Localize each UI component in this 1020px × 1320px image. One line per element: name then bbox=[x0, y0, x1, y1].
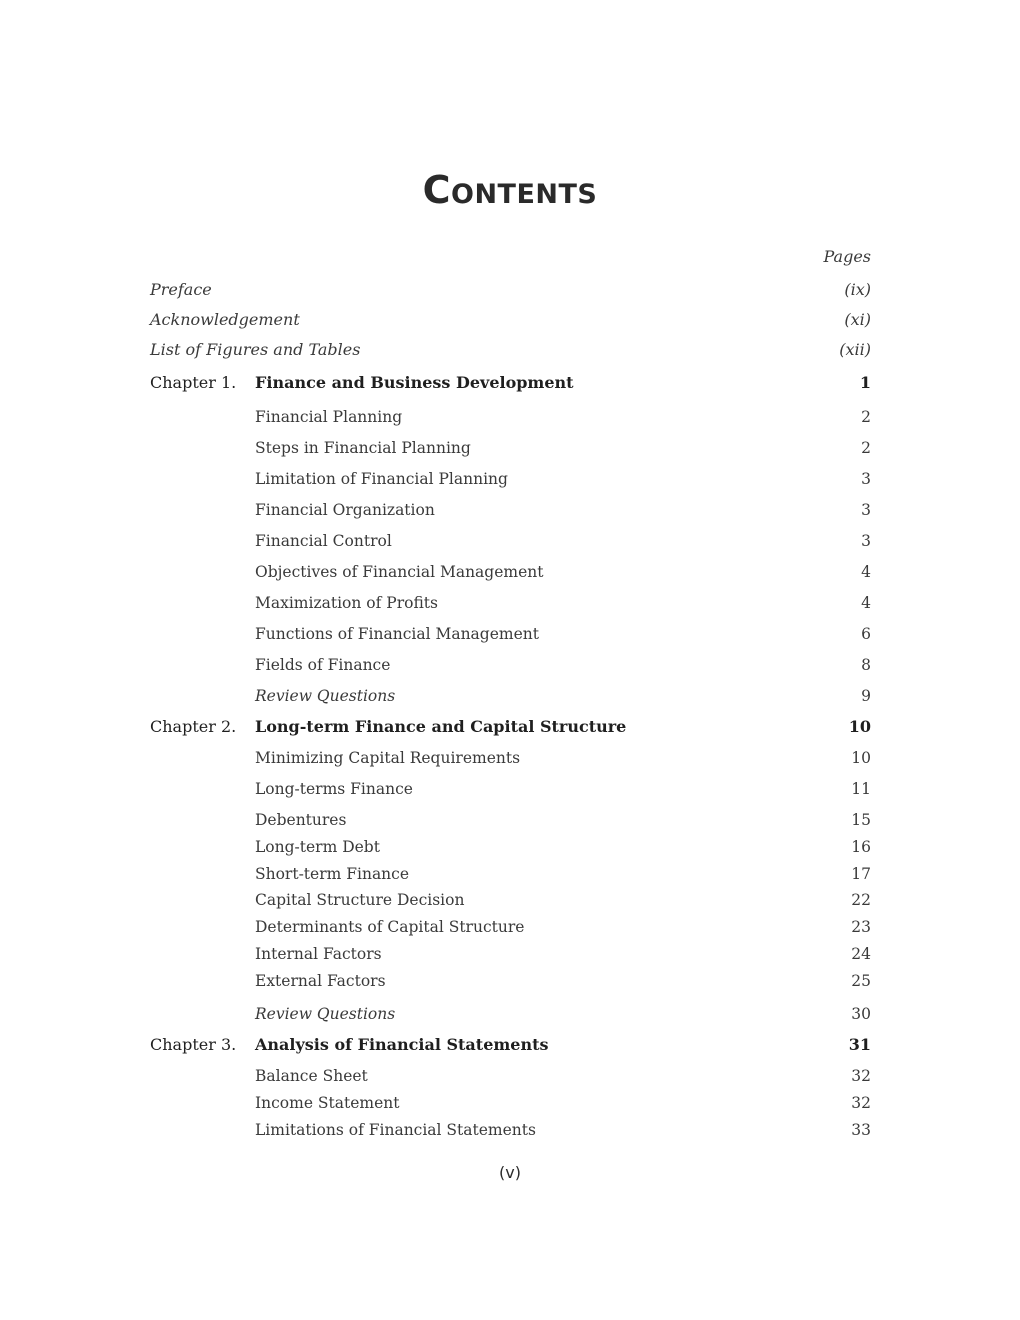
toc-section bbox=[150, 406, 871, 428]
pages-column-header bbox=[150, 246, 871, 268]
section-title: Capital Structure Decision bbox=[255, 891, 465, 909]
section-title: Functions of Financial Management bbox=[255, 625, 539, 643]
section-page: 22 bbox=[851, 891, 871, 909]
chapter-label: Chapter 2. bbox=[150, 717, 237, 736]
toc-chapter-2 bbox=[150, 716, 871, 738]
section-title: Balance Sheet bbox=[255, 1067, 368, 1085]
section-title: Review Questions bbox=[255, 687, 396, 705]
section-title: Long-term Debt bbox=[255, 838, 380, 856]
toc-chapter-3 bbox=[150, 1034, 871, 1056]
section-title: Long-terms Finance bbox=[255, 780, 413, 798]
chapter-page: 10 bbox=[848, 717, 871, 736]
section-page: 10 bbox=[851, 749, 871, 767]
toc-section bbox=[150, 916, 871, 938]
section-title: Maximization of Profits bbox=[255, 594, 438, 612]
toc-section bbox=[150, 1119, 871, 1141]
section-title: Fields of Finance bbox=[255, 656, 391, 674]
toc-section bbox=[150, 1065, 871, 1087]
section-title: Debentures bbox=[255, 811, 347, 829]
toc-section bbox=[150, 778, 871, 800]
entry-page: (xii) bbox=[839, 340, 871, 359]
toc-section bbox=[150, 530, 871, 552]
section-page: 6 bbox=[861, 625, 871, 643]
section-page: 16 bbox=[851, 838, 871, 856]
section-page: 32 bbox=[851, 1067, 871, 1085]
section-page: 3 bbox=[861, 470, 871, 488]
entry-title: List of Figures and Tables bbox=[150, 340, 361, 359]
toc-section bbox=[150, 561, 871, 583]
toc-section bbox=[150, 654, 871, 676]
section-title: Financial Control bbox=[255, 532, 392, 550]
toc-review-questions bbox=[150, 685, 871, 707]
section-page: 9 bbox=[861, 687, 871, 705]
section-page: 32 bbox=[851, 1094, 871, 1112]
section-page: 8 bbox=[861, 656, 871, 674]
toc-section bbox=[150, 943, 871, 965]
section-page: 17 bbox=[851, 865, 871, 883]
section-title: Determinants of Capital Structure bbox=[255, 918, 525, 936]
chapter-page: 31 bbox=[848, 1035, 871, 1054]
section-title: Limitations of Financial Statements bbox=[255, 1121, 536, 1139]
section-page: 4 bbox=[861, 594, 871, 612]
section-page: 33 bbox=[851, 1121, 871, 1139]
toc-chapter-1 bbox=[150, 372, 871, 394]
toc-review-questions bbox=[150, 1003, 871, 1025]
chapter-title: Analysis of Financial Statements bbox=[255, 1035, 549, 1054]
entry-page: (xi) bbox=[844, 310, 871, 329]
section-title: Income Statement bbox=[255, 1094, 400, 1112]
chapter-label: Chapter 3. bbox=[150, 1035, 237, 1054]
section-page: 4 bbox=[861, 563, 871, 581]
section-page: 15 bbox=[851, 811, 871, 829]
page-title: Contents bbox=[422, 168, 598, 212]
toc-entry-preface bbox=[150, 279, 871, 301]
entry-title: Acknowledgement bbox=[150, 310, 300, 329]
section-title: Internal Factors bbox=[255, 945, 382, 963]
section-title: Limitation of Financial Planning bbox=[255, 470, 508, 488]
chapter-page: 1 bbox=[859, 373, 871, 392]
toc-section bbox=[150, 468, 871, 490]
chapter-title: Finance and Business Development bbox=[255, 373, 574, 392]
section-page: 3 bbox=[861, 501, 871, 519]
pages-label: Pages bbox=[823, 247, 871, 266]
section-title: Short-term Finance bbox=[255, 865, 410, 883]
chapter-title: Long-term Finance and Capital Structure bbox=[255, 717, 627, 736]
section-title: Financial Organization bbox=[255, 501, 435, 519]
toc-section bbox=[150, 437, 871, 459]
section-page: 24 bbox=[851, 945, 871, 963]
section-page: 2 bbox=[861, 439, 871, 457]
section-title: Objectives of Financial Management bbox=[255, 563, 544, 581]
section-title: Minimizing Capital Requirements bbox=[255, 749, 521, 767]
section-page: 25 bbox=[851, 972, 871, 990]
section-page: 30 bbox=[851, 1005, 871, 1023]
toc-section bbox=[150, 809, 871, 831]
section-page: 2 bbox=[861, 408, 871, 426]
toc-section bbox=[150, 970, 871, 992]
section-title: Review Questions bbox=[255, 1005, 396, 1023]
toc-entry-list-of-figures bbox=[150, 339, 871, 361]
section-title: Financial Planning bbox=[255, 408, 403, 426]
toc-section bbox=[150, 836, 871, 858]
section-page: 3 bbox=[861, 532, 871, 550]
toc-section bbox=[150, 1092, 871, 1114]
page-number: (v) bbox=[499, 1163, 521, 1182]
entry-page: (ix) bbox=[844, 280, 871, 299]
entry-title: Preface bbox=[150, 280, 212, 299]
toc-section bbox=[150, 623, 871, 645]
toc-entry-acknowledgement bbox=[150, 309, 871, 331]
section-page: 11 bbox=[851, 780, 871, 798]
section-title: Steps in Financial Planning bbox=[255, 439, 471, 457]
section-page: 23 bbox=[851, 918, 871, 936]
toc-section bbox=[150, 889, 871, 911]
toc-section bbox=[150, 592, 871, 614]
toc-section bbox=[150, 499, 871, 521]
toc-section bbox=[150, 747, 871, 769]
chapter-label: Chapter 1. bbox=[150, 373, 237, 392]
section-title: External Factors bbox=[255, 972, 386, 990]
toc-section bbox=[150, 863, 871, 885]
